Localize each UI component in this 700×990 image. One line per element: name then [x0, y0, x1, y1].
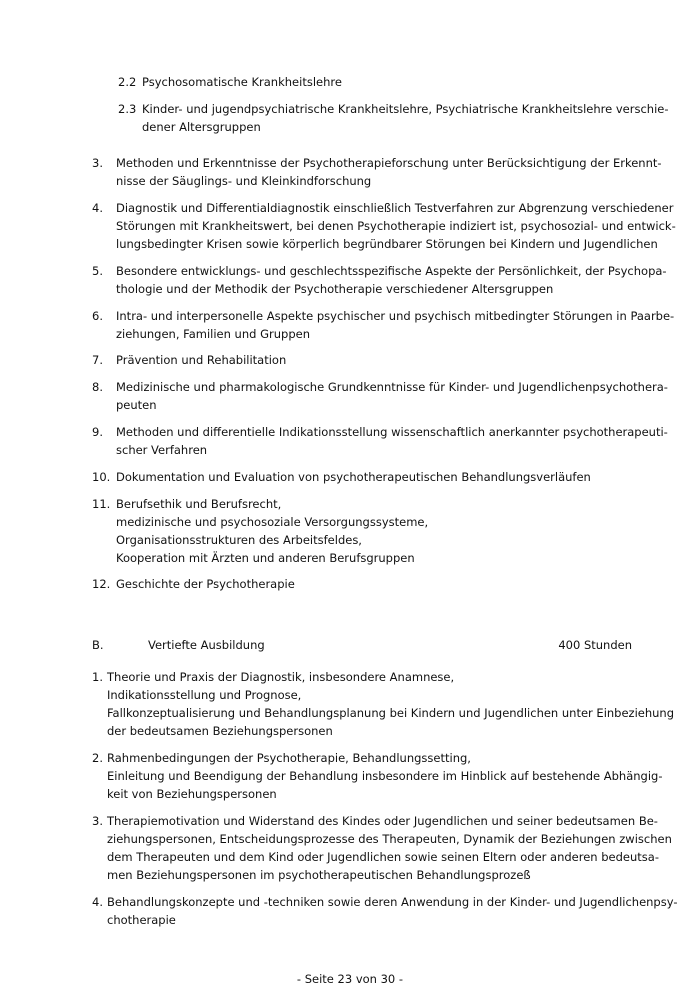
- list-item-text: Methoden und Erkenntnisse der Psychotherapieforschung unter Berücksichtigung der Erkennt-: [116, 156, 662, 170]
- list-item-text: Prävention und Rehabilitation: [116, 353, 287, 367]
- section-letter: B.: [92, 638, 104, 652]
- list-item-text: Kooperation mit Ärzten und anderen Berufsgruppen: [116, 551, 415, 565]
- b-item-text: Rahmenbedingungen der Psychotherapie, Behandlungssetting,: [107, 751, 471, 765]
- b-item-text: keit von Beziehungspersonen: [107, 787, 277, 801]
- list-item-number: 4.: [92, 201, 103, 215]
- b-item-text: Behandlungskonzepte und -techniken sowie deren Anwendung in der Kinder- und Jugendlichenpsy-: [107, 895, 678, 909]
- b-item-text: der bedeutsamen Beziehungspersonen: [107, 724, 333, 738]
- b-item-text: Fallkonzeptualisierung und Behandlungsplanung bei Kindern und Jugendlichen unter Einbeziehung: [107, 706, 675, 720]
- list-item-text: medizinische und psychosoziale Versorgungssysteme,: [116, 515, 429, 529]
- list-item-text: Geschichte der Psychotherapie: [116, 577, 295, 591]
- list-item-text: ziehungen, Familien und Gruppen: [116, 327, 310, 341]
- b-item-text: Therapiemotivation und Widerstand des Kindes oder Jugendlichen und seiner bedeutsamen Be-: [107, 814, 658, 828]
- list-item-text: Dokumentation und Evaluation von psychotherapeutischen Behandlungsverläufen: [116, 470, 591, 484]
- list-item-text: thologie und der Methodik der Psychotherapie verschiedener Altersgruppen: [116, 282, 554, 296]
- list-item-text: Methoden und differentielle Indikationsstellung wissenschaftlich anerkannter psychotherapeuti-: [116, 425, 668, 439]
- list-item-number: 6.: [92, 309, 103, 323]
- list-item-text: nisse der Säuglings- und Kleinkindforschung: [116, 174, 372, 188]
- section-hours: 400 Stunden: [558, 638, 632, 652]
- list-item-number: 3.: [92, 156, 103, 170]
- b-item-text: chotherapie: [107, 913, 176, 927]
- section-title: Vertiefte Ausbildung: [148, 638, 265, 652]
- b-item-number: 2.: [92, 751, 103, 765]
- list-item-text: Besondere entwicklungs- und geschlechtsspezifische Aspekte der Persönlichkeit, der Psychopa-: [116, 264, 667, 278]
- sub-item-number: 2.3: [118, 102, 137, 116]
- b-item-text: Theorie und Praxis der Diagnostik, insbesondere Anamnese,: [107, 670, 455, 684]
- list-item-text: Intra- und interpersonelle Aspekte psychischer und psychisch mitbedingter Störungen in Paarbe-: [116, 309, 675, 323]
- b-item-number: 4.: [92, 895, 103, 909]
- page-number-footer: - Seite 23 von 30 -: [296, 972, 404, 986]
- list-item-text: Berufsethik und Berufsrecht,: [116, 497, 282, 511]
- b-item-text: Einleitung und Beendigung der Behandlung insbesondere im Hinblick auf bestehende Abhängig-: [107, 769, 663, 783]
- list-item-number: 10.: [92, 470, 111, 484]
- sub-item-text: Kinder- und jugendpsychiatrische Krankheitslehre, Psychiatrische Krankheitslehre verschie-: [142, 102, 669, 116]
- list-item-text: peuten: [116, 398, 157, 412]
- list-item-number: 9.: [92, 425, 103, 439]
- b-item-text: Indikationsstellung und Prognose,: [107, 688, 302, 702]
- list-item-text: lungsbedingter Krisen sowie körperlich begründbarer Störungen bei Kindern und Jugendlichen: [116, 237, 658, 251]
- list-item-number: 12.: [92, 577, 111, 591]
- list-item-number: 11.: [92, 497, 111, 511]
- list-item-text: Diagnostik und Differentialdiagnostik einschließlich Testverfahren zur Abgrenzung verschiedener: [116, 201, 674, 215]
- b-item-number: 1.: [92, 670, 103, 684]
- list-item-text: Organisationsstrukturen des Arbeitsfeldes,: [116, 533, 362, 547]
- list-item-text: scher Verfahren: [116, 443, 208, 457]
- b-item-text: dem Therapeuten und dem Kind oder Jugendlichen sowie seinen Eltern oder anderen bedeutsa-: [107, 850, 659, 864]
- b-item-text: men Beziehungspersonen im psychotherapeutischen Behandlungsprozeß: [107, 868, 531, 882]
- list-item-number: 5.: [92, 264, 103, 278]
- list-item-text: Medizinische und pharmakologische Grundkenntnisse für Kinder- und Jugendlichenpsychothera-: [116, 380, 668, 394]
- list-item-number: 8.: [92, 380, 103, 394]
- b-item-number: 3.: [92, 814, 103, 828]
- sub-item-number: 2.2: [118, 75, 137, 89]
- b-item-text: ziehungspersonen, Entscheidungsprozesse des Therapeuten, Dynamik der Beziehungen zwischen: [107, 832, 672, 846]
- sub-item-text: dener Altersgruppen: [142, 120, 261, 134]
- sub-item-text: Psychosomatische Krankheitslehre: [142, 75, 342, 89]
- list-item-text: Störungen mit Krankheitswert, bei denen Psychotherapie indiziert ist, psychosozial- und entwick-: [116, 219, 676, 233]
- list-item-number: 7.: [92, 353, 103, 367]
